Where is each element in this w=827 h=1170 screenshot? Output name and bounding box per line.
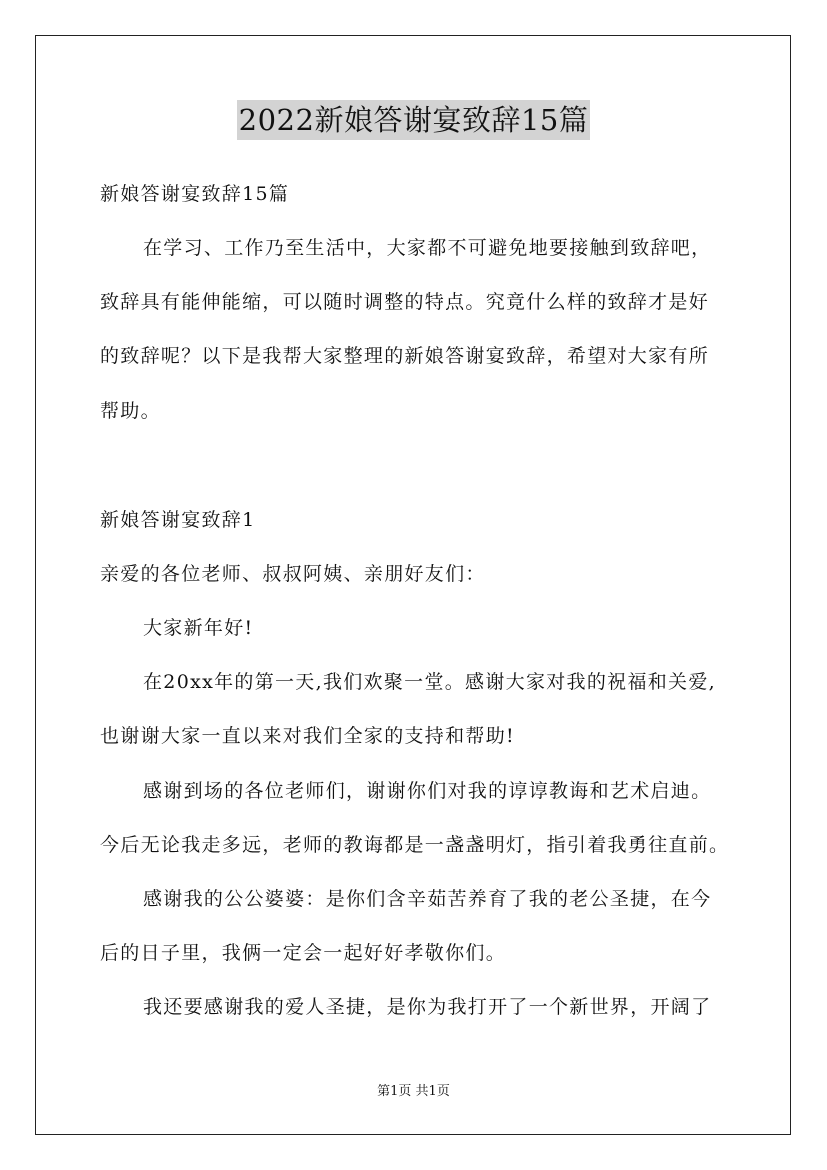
intro-line: 在学习、工作乃至生活中，大家都不可避免地要接触到致辞吧，	[143, 237, 712, 259]
body-line: 大家新年好!	[143, 617, 254, 639]
intro-line: 的致辞呢？以下是我帮大家整理的新娘答谢宴致辞，希望对大家有所	[100, 345, 710, 367]
body-line: 感谢到场的各位老师们，谢谢你们对我的谆谆教诲和艺术启迪。	[143, 780, 712, 802]
page-footer: 第1页 共1页	[377, 1084, 450, 1099]
document-title: 2022新娘答谢宴致辞15篇	[237, 100, 591, 140]
salutation: 亲爱的各位老师、叔叔阿姨、亲朋好友们：	[100, 563, 486, 585]
body-line: 感谢我的公公婆婆：是你们含辛茹苦养育了我的老公圣捷，在今	[143, 888, 712, 910]
subtitle: 新娘答谢宴致辞15篇	[100, 183, 290, 205]
intro-line: 帮助。	[100, 400, 161, 422]
body-line: 我还要感谢我的爱人圣捷，是你为我打开了一个新世界，开阔了	[143, 996, 712, 1018]
body-line: 也谢谢大家一直以来对我们全家的支持和帮助!	[100, 725, 515, 747]
body-line: 今后无论我走多远，老师的教诲都是一盏盏明灯，指引着我勇往直前。	[100, 834, 730, 856]
section-heading: 新娘答谢宴致辞1	[100, 509, 256, 531]
body-line: 在20xx年的第一天,我们欢聚一堂。感谢大家对我的祝福和关爱,	[143, 671, 716, 693]
body-line: 后的日子里，我俩一定会一起好好孝敬你们。	[100, 942, 507, 964]
intro-line: 致辞具有能伸能缩，可以随时调整的特点。究竟什么样的致辞才是好	[100, 291, 710, 313]
